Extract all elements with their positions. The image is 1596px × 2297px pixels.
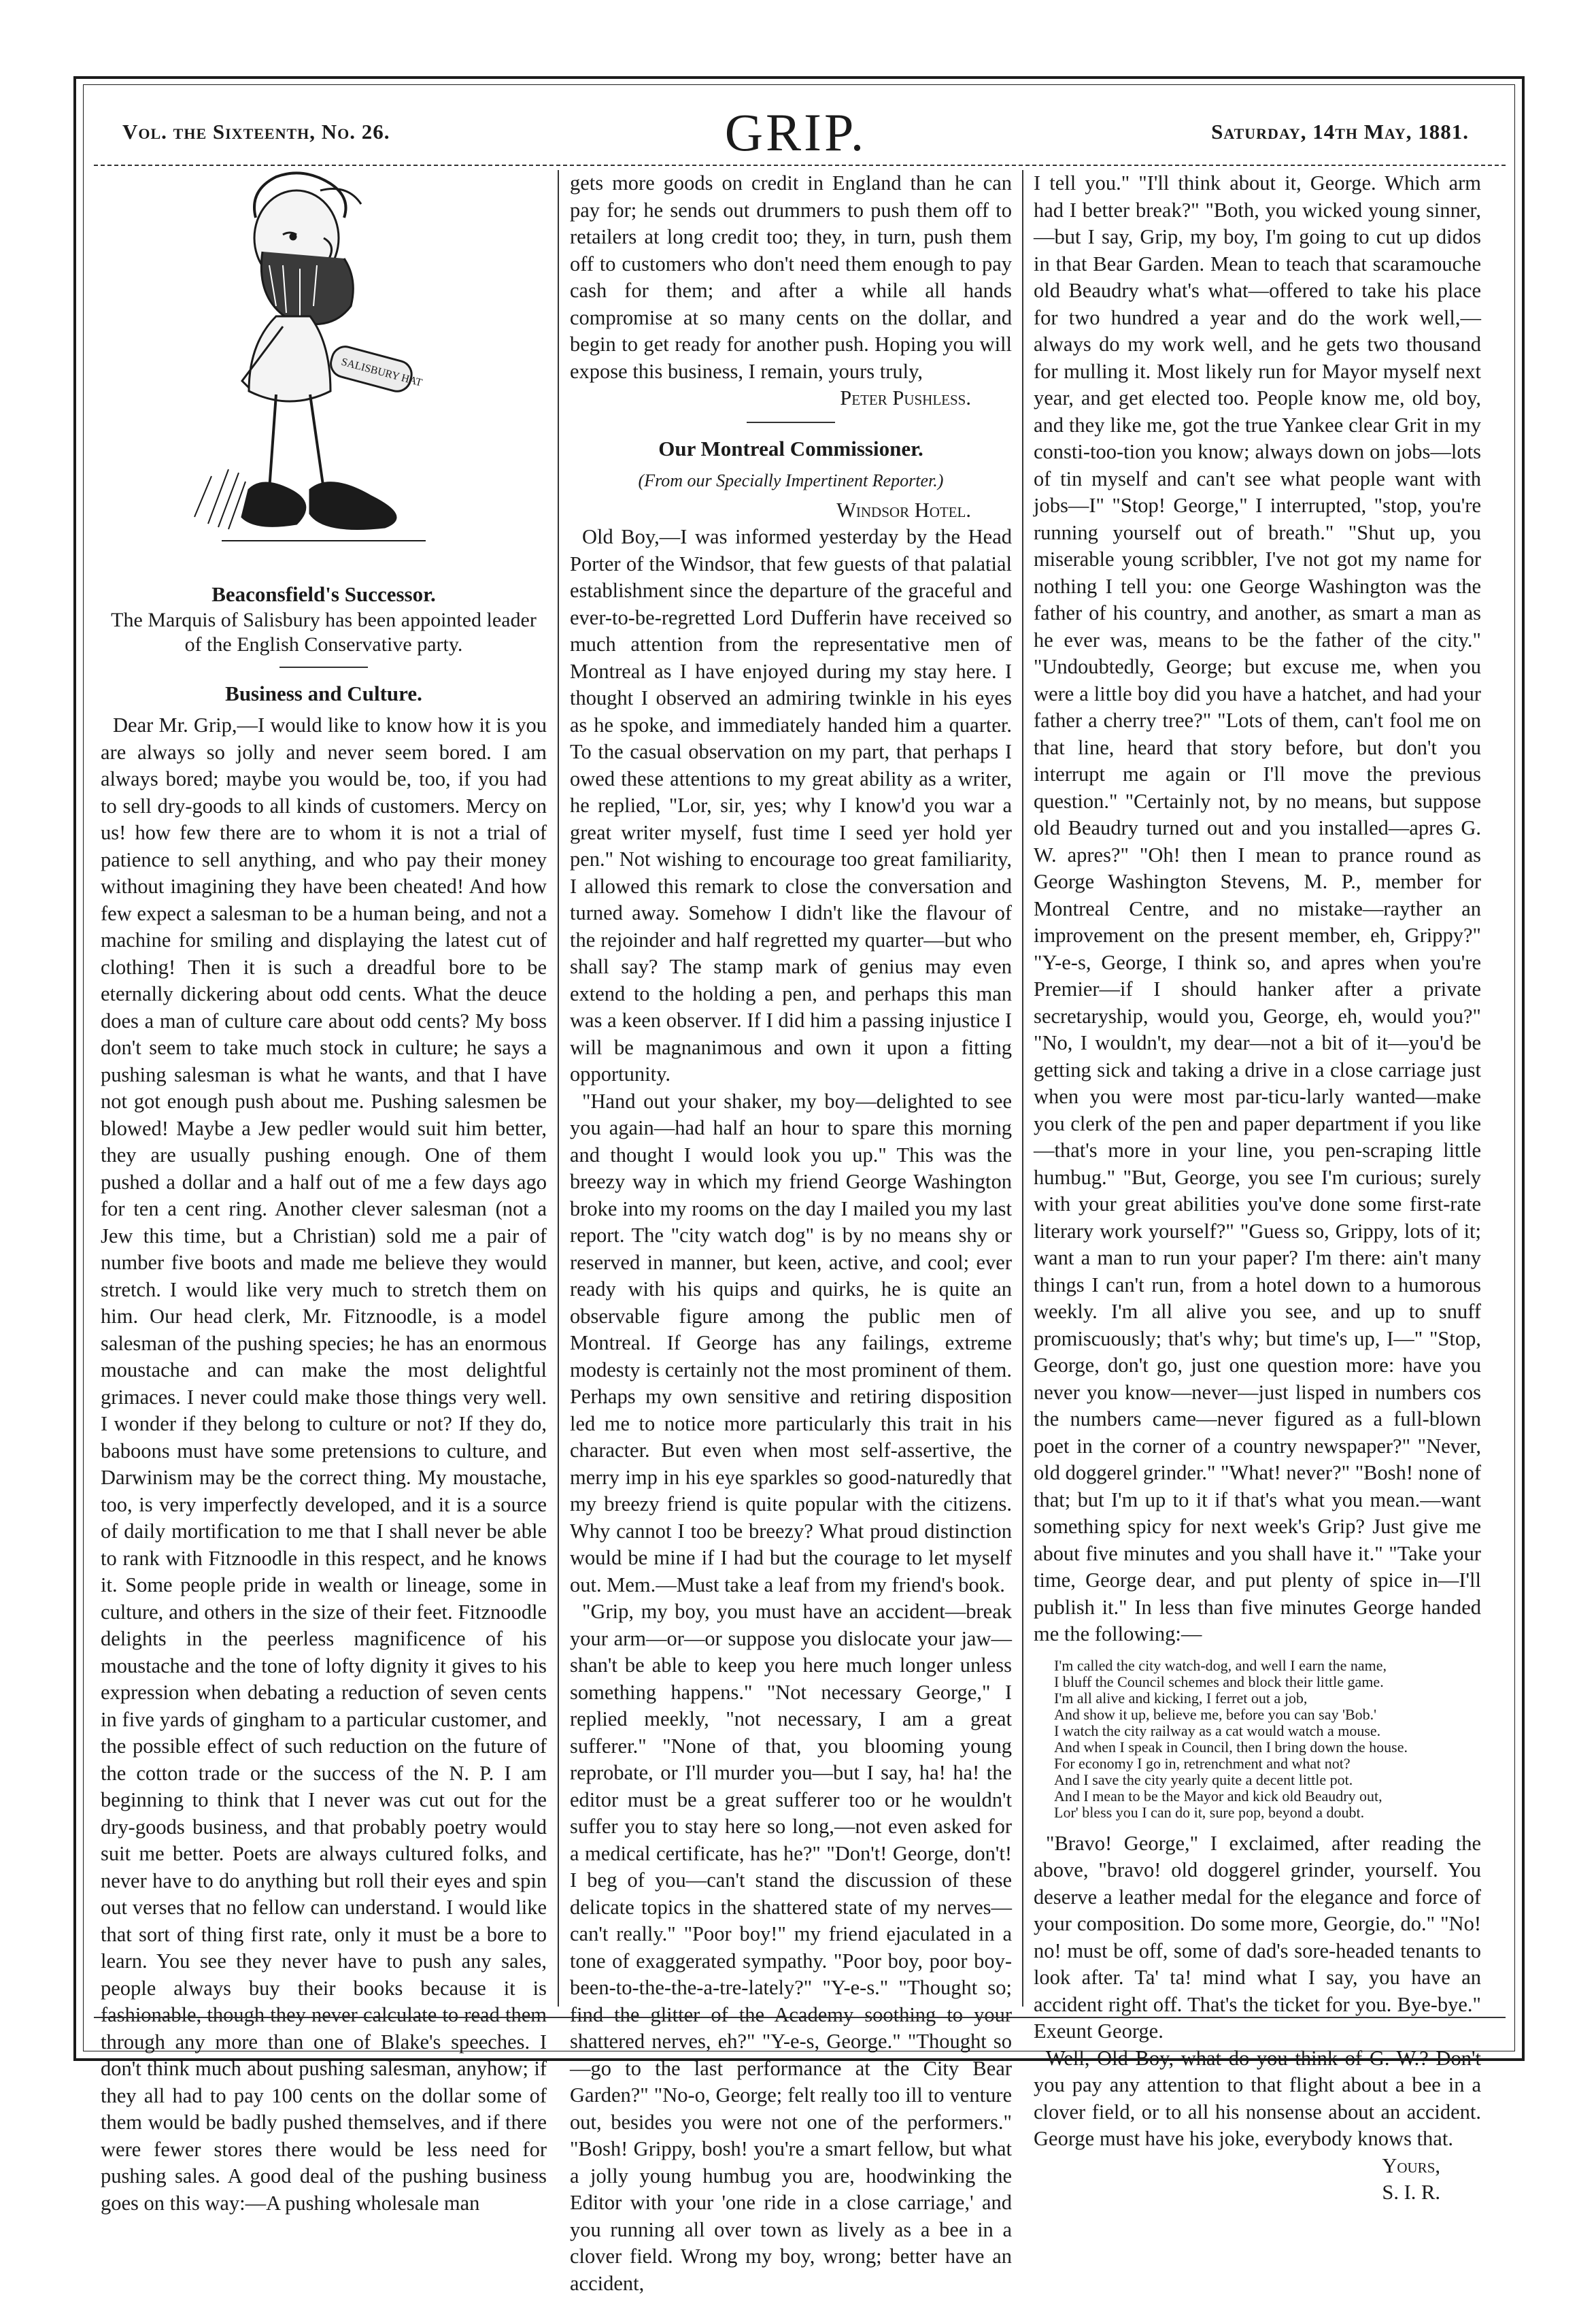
issue-date: Saturday, 14th May, 1881. <box>1211 120 1469 144</box>
section-rule <box>279 667 368 668</box>
article-paragraph: "Bravo! George," I exclaimed, after reading the above, "bravo! old doggerel grinder, yourself. You deserve a leather medal for the elegance and force of your composition. Do some more, Georgie, do." "No! no! must be off, some of dad's sore-headed tenants to look after. Ta' ta! mind what I say, you have an accident right off. That's the ticket for you. Bye-bye." Exeunt George. <box>1034 1831 1481 2043</box>
column-divider <box>558 170 559 2007</box>
poem-line: And I save the city yearly quite a decent little pot. <box>1054 1771 1353 1788</box>
section-rule <box>747 422 835 423</box>
poem-line: I'm called the city watch-dog, and well I earn the name, <box>1054 1656 1387 1674</box>
montreal-heading: Our Montreal Commissioner. <box>658 436 923 460</box>
poem-line: Lor' bless you I can do it, sure pop, beyond a doubt. <box>1054 1803 1365 1821</box>
business-letter-continuation: gets more goods on credit in England than he can pay for; he sends out drummers to push them off to retailers at long credit too; they, in turn, push them off to customers who don't need them enough to pay cash for them; and after a while all hands compromise at so many cents on the dollar, and begin to get ready for another push. Hoping you will expose this business, I remain, yours truly, <box>570 171 1012 383</box>
closing: Yours, <box>1382 2153 1440 2177</box>
poem-line: And when I speak in Council, then I bring down the house. <box>1054 1738 1408 1756</box>
poem-line: And I mean to be the Mayor and kick old Beaudry out, <box>1054 1787 1382 1805</box>
poem-line: For economy I go in, retrenchment and what not? <box>1054 1754 1351 1772</box>
article-paragraph: Well, Old Boy, what do you think of G. W.? Don't you pay any attention to that flight about a bee in a clover field, or to all his nonsense about an accident. George must have his joke, everybody knows that. <box>1034 2046 1481 2150</box>
column-1 <box>101 170 547 2215</box>
cartoon-title: Beaconsfield's Successor. <box>211 582 436 606</box>
column-2 <box>570 170 1012 2295</box>
article-paragraph: Old Boy,—I was informed yesterday by the Head Porter of the Windsor, that few guests of that palatial establishment since the departure of the graceful and ever-to-be-regretted Lord Dufferin have received so much attention from the representative men of Montreal as I have enjoyed during my stay here. I thought I observed an admiring twinkle in his eyes as he spoke, and immediately handed him a quarter. To the casual observation on my part, that perhaps I owed these attentions to my great ability as a writer, he replied, "Lor, sir, yes; why I know'd you war a great writer myself, fust time I seed yer hold yer pen." Not wishing to encourage too great familiarity, I allowed this remark to close the conversation and turned away. Somehow I didn't like the flavour of the rejoinder and half regretted my quarter—but who shall say? The stamp mark of genius may even extend to the holding a pen, and perhaps this man was a keen observer. If I did him a passing injustice I will be magnanimous and own it upon a fitting opportunity. <box>570 525 1012 1086</box>
cartoon-caption: The Marquis of Salisbury has been appointed leader of the English Conservative party. <box>111 608 537 656</box>
montreal-subhead: (From our Specially Impertinent Reporter.) <box>638 471 944 490</box>
business-heading: Business and Culture. <box>225 681 422 705</box>
cartoon-illustration <box>101 170 547 578</box>
poem-block <box>1054 1658 1481 1821</box>
scroll-label: SALISBURY HAT <box>339 356 424 389</box>
signature-initials: S. I. R. <box>1382 2181 1440 2204</box>
article-paragraph: I tell you." "I'll think about it, George. Which arm had I better break?" "Both, you wicked young sinner,—but I say, Grip, my boy, I'm going to cut up didos in that Bear Garden. Mean to teach that scaramouche old Beaudry what's what—offered to take his place for two hundred a year and do the work well,—always do my work well, and he gets two thousand for mulling it. Most likely run for Mayor myself next year, and get elected too. People know me, old boy, and they like me, got the true Yankee clear Grit in my consti-too-tion you know; always down on jobs—lots of tin myself and can't see what people want with jobs—I" "Stop! George," I interrupted, "stop, you're running yourself out of breath." "Shut up, you miserable young scribbler, I've not got my name for nothing I tell you: one George Washington was the father of his country, and another, as smart a man as he ever was, means to be the father of the city." "Undoubtedly, George; but excuse me, when you were a little boy did you have a hatchet, and had your father a cherry tree?" "Lots of them, can't fool me on that line, heard that story before, but don't you interrupt me again or I'll move the previous question." "Certainly not, by no means, but suppose old Beaudry turned out and you installed—apres G. W. apres?" "Oh! then I mean to prance round as George Washington Stevens, M. P., member for Montreal Centre, and no mistake—rayther an improvement on the present member, eh, Grippy?" "Y-e-s, George, I think so, and apres when you're Premier—if I should hanker after a private secretaryship, would you, George, eh, would you?" "No, I wouldn't, my dear—not a bit of it—you'd be getting sick and taking a drive in a close carriage just when you were most par-ticu-larly wanted—make you clerk of the pen and paper department if you like—that's more in your line, you pen-scraping little humbug." "But, George, you see I'm curious; surely with your great abilities you've done some first-rate literary work yourself?" "Guess so, Grippy, lots of it; want a man to run your paper? I'm there: ain't many things I can't run, from a hotel down to a humorous weekly. I'm all alive you see, and up to snuff promiscuously; that's why; but time's up, I—" "Stop, George, don't go, just one question more: have you never you know—never—just lisped in numbers cos the numbers came—never figured as a full-blown poet in the corner of a country newspaper?" "Never, old doggerel grinder." "What! never?" "Bosh! none of that; but I'm up to it if that's what you mean.—want something spicy for next week's Grip? Just give me about five minutes and you shall have it." "Take your time, George dear, and put plenty of spice in—I'll publish it." In less than five minutes George handed me the following:— <box>1034 171 1481 1645</box>
column-divider <box>1022 170 1023 2007</box>
masthead <box>116 102 1476 163</box>
article-paragraph: "Hand out your shaker, my boy—delighted to see you again—had half an hour to spare this morning and thought I would look you up." This was the breezy way in which my friend George Washington broke into my rooms on the day I mailed you my last report. The "city watch dog" is by no means shy or reserved in manner, but keen, active, and cool; ever ready with his quips and quirks, he is quite an observable figure among the public men of Montreal. If George has any failings, extreme modesty is certainly not the most prominent of them. Perhaps my own sensitive and retiring disposition led me to notice more particularly this trait in his character. But even when most self-assertive, the merry imp in his eye sparkles so good-naturedly that my breezy friend is quite popular with the citizens. Why cannot I too be breezy? What proud distinction would be mine if I had but the courage to let myself out. Mem.—Must take a leaf from my friend's book. <box>570 1089 1012 1596</box>
poem-line: And show it up, believe me, before you can say 'Bob.' <box>1054 1705 1377 1723</box>
volume-line: Vol. the Sixteenth, No. 26. <box>122 120 390 144</box>
newspaper-title: GRIP. <box>724 103 867 162</box>
poem-line: I'm all alive and kicking, I ferret out a job, <box>1054 1689 1308 1707</box>
masthead-rule <box>94 165 1506 166</box>
article-paragraph: "Grip, my boy, you must have an accident—break your arm—or—or suppose you dislocate your jaw—shan't be able to keep you here much longer unless something happens." "Not necessary George," I replied meekly, "not necessary, I am a great sufferer." "None of that, you blooming young reprobate, or I'll murder you—but I say, ha! ha! the editor must be a great sufferer too or he wouldn't suffer you to stay here so long,—not even asked for a medical certificate, has he?" "Don't! George, don't! I beg of you—can't stand the discussion of these delicate topics in the shattered state of my nerves—can't really." "Poor boy!" my friend ejaculated in a tone of exaggerated sympathy. "Poor boy, poor boy-been-to-the-the-a-tre-lately?" "Y-e-s." "Thought so; find the glitter of the Academy soothing to your shattered nerves, eh?" "Y-e-s, George." "Thought so—go to the last performance at the City Bear Garden?" "No-o, George; felt really too ill to venture out, besides you were not one of the performers." "Bosh! Grippy, bosh! you're a smart fellow, but what a jolly young humbug you are, hoodwinking the Editor with your 'one ride in a close carriage,' and you running all over town as lively as a bee in a clover field. Wrong my boy, wrong; better have an accident, <box>570 1600 1012 2295</box>
poem-line: I bluff the Council schemes and block their little game. <box>1054 1673 1384 1690</box>
business-letter-text: Dear Mr. Grip,—I would like to know how it is you are always so jolly and never seem bored. I am always bored; maybe you would be, too, if you had to sell dry-goods to all kinds of customers. Mercy on us! how few there are to whom it is not a trial of patience to sell anything, and who pay their money without imagining they have been cheated! And how few expect a salesman to be a human being, and not a machine for smiling and displaying the latest cut of clothing! Then it is such a dreadful bore to be eternally dickering about odd cents. What the deuce does a man of culture care about odd cents? My boss don't seem to take much stock in culture; he says a pushing salesman is what he wants, and that I have not got enough push about me. Pushing salesmen be blowed! Maybe a Jew pedler would suit him better, they are usually pushing enough. One of them pushed a dollar and a half out of me a few days ago for ten a cent ring. Another clever salesman (not a Jew this time, but a Christian) sold me a pair of number five boots and made me believe they would stretch. I would like very much to stretch them on him. Our head clerk, Mr. Fitznoodle, is a model salesman of the pushing species; he has an enormous moustache and can make the most delightful grimaces. I never could make those things very well. I wonder if they belong to culture or not? If they do, baboons must have some pretensions to culture, and Darwinism may be the correct thing. My moustache, too, is very imperfectly developed, and it is a source of daily mortification to me that I shall never be able to rank with Fitznoodle in this respect, and he knows it. Some people pride in wealth or lineage, some in culture, and others in the size of their feet. Fitznoodle delights in the peerless magnificence of his moustache and the tone of lofty dignity it gives to his expression when debating a reduction of seven cents in five yards of gingham to a particular customer, and the possible effect of such reduction on the future of the cotton trade or the success of the N. P. I am beginning to think that I never was cut out for the dry-goods business, and that probably poetry would suit me better. Poets are always cultured folks, and never have to do anything but roll their eyes and spin out verses that no fellow can understand. I would like that sort of thing first rate, only it must be a bore to learn. You see they never have to push any sales, people always buy their books because it is fashionable, though they never calculate to read them through any more than one of Blake's speeches. I don't think much about pushing salesman, anyhow; if they all had to pay 100 cents on the dollar some of them would be badly pushed themselves, and if there were fewer stores there would be less need for pushing sales. A good deal of the pushing business goes on this way:—A pushing wholesale man <box>101 714 547 2215</box>
column-3 <box>1034 170 1481 2204</box>
dateline: Windsor Hotel. <box>836 498 971 522</box>
bottom-rule <box>94 2017 1506 2018</box>
caricature-figure <box>181 170 466 578</box>
poem-line: I watch the city railway as a cat would watch a mouse. <box>1054 1722 1381 1739</box>
business-signature: Peter Pushless. <box>840 386 971 409</box>
